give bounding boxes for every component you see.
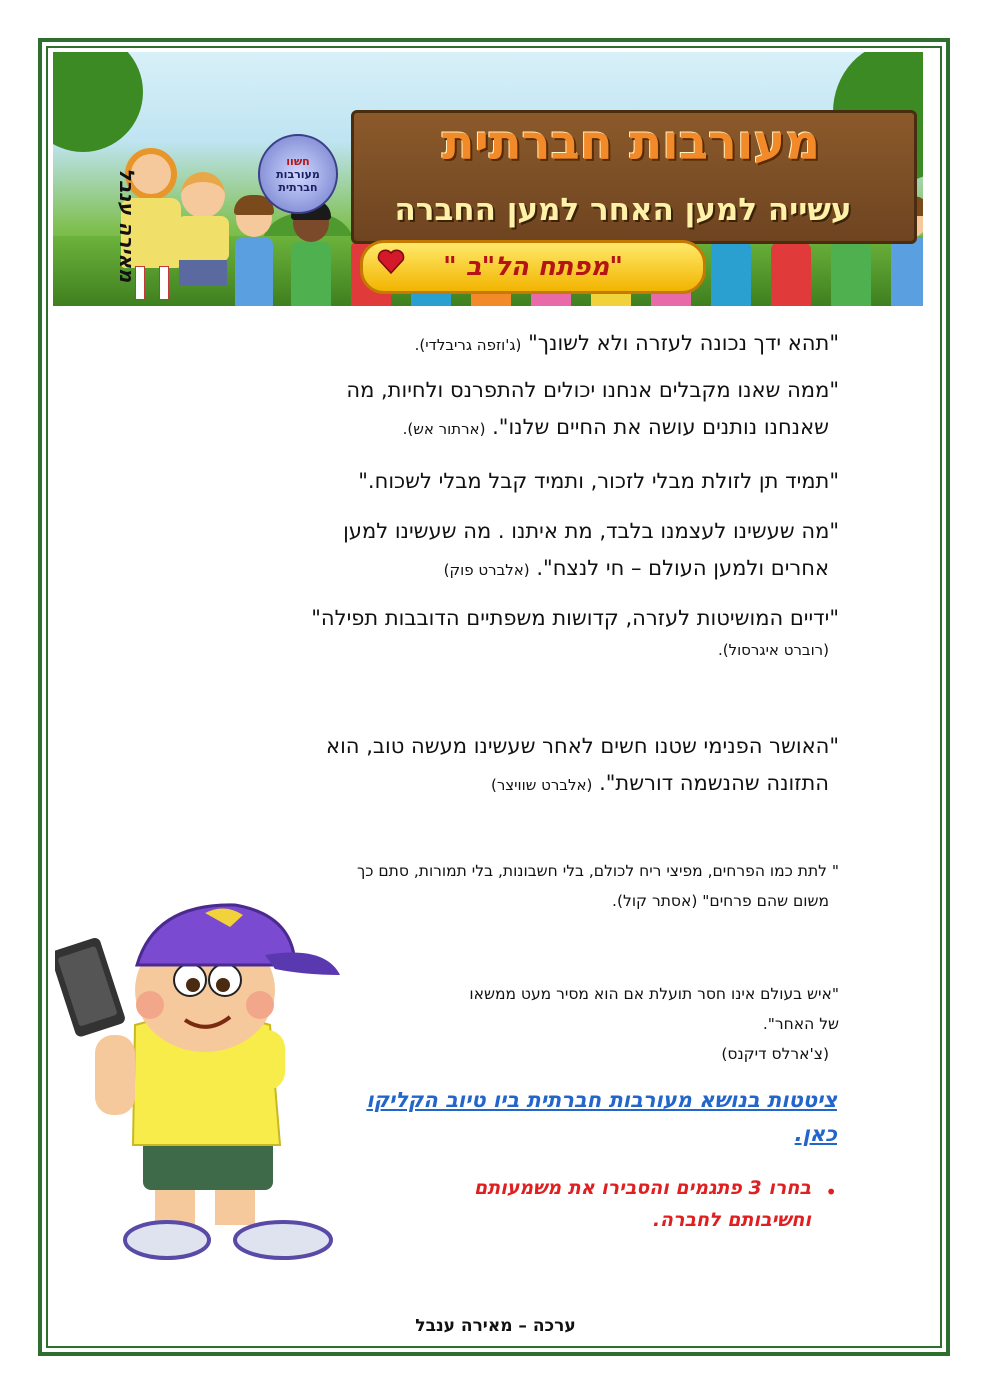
key-ribbon-label: "מפתח הל"ב "	[443, 252, 623, 282]
quote-5-author: (רוברט איגרסול).	[717, 641, 829, 659]
quote-2	[346, 372, 839, 448]
quote-6	[326, 728, 839, 804]
quote-4-line1: "מה שעשינו לעצמנו בלבד, מת איתנו . מה שעשינו למען	[343, 519, 839, 543]
badge-logo	[258, 134, 338, 214]
badge-line3: חברתית	[278, 180, 318, 194]
quote-1-author: (ג'וזפה גריבלדי).	[414, 336, 522, 354]
quote-6-author: (אלברט שוויצר)	[490, 776, 593, 794]
badge-line1: חשוו	[286, 154, 310, 168]
quote-4-author: (אלברט פוק)	[443, 561, 530, 579]
quote-2-author: (ארתור אש).	[402, 420, 486, 438]
footer-credit: ערכה – מאירה ענבל	[415, 1316, 576, 1336]
heart-key-icon	[376, 246, 406, 276]
task-line2: וחשיבותם לחברה.	[652, 1209, 811, 1231]
quote-7-line1: " לתת כמו הפרחים, מפיצי ריח לכולם, בלי חשבונות, בלי תמורות, סתם כך	[356, 862, 839, 880]
side-signature: מאירה ענבל	[115, 167, 139, 282]
quote-5	[311, 600, 839, 663]
bullet-dot-icon: •	[825, 1180, 837, 1204]
youtube-quotes-link[interactable]	[277, 1083, 837, 1151]
quote-7	[357, 856, 839, 916]
quote-1	[415, 325, 839, 364]
quote-4	[343, 513, 839, 589]
quote-5-line1: "ידיים המושיטות לעזרה, קדושות משפתיים הדובבות תפילה"	[311, 606, 839, 630]
banner-subtitle: עשייה למען האחר למען החברה	[394, 192, 852, 228]
quote-1-text: "תהא ידך נכונה לעזרה ולא לשונך"	[528, 331, 839, 355]
badge-line2: מעורבות	[276, 167, 320, 181]
link-line2[interactable]: כאן.	[794, 1122, 837, 1146]
task-instruction	[341, 1172, 811, 1236]
key-ribbon	[360, 240, 706, 294]
quote-6-line1: "האושר הפנימי שטנו חשים לאחר שעשינו מעשה טוב, הוא	[326, 734, 839, 758]
quote-2-line1: "ממה שאנו מקבלים אנחנו יכולים להתפרנס ולחיות, מה	[346, 378, 839, 402]
quote-8-line1: "איש בעולם אינו חסר תועלת אם הוא מסיר מעט ממשאו	[469, 985, 839, 1003]
task-line1: בחרו 3 פתגמים והסבירו את משמעותם	[474, 1177, 811, 1199]
quote-2-line2: שאנחנו נותנים עושה את החיים שלנו".	[492, 415, 829, 439]
quote-4-line2: אחרים ולמען העולם – חי לנצח".	[536, 556, 829, 580]
boy-small-illustration	[173, 172, 233, 302]
quote-8-line2: של האחר".	[762, 1015, 839, 1033]
quote-6-line2: התזונה שהנשמה דורשת".	[599, 771, 829, 795]
quote-8-author: (צ'ארלס דיקנס)	[721, 1045, 829, 1063]
quote-3-text: "תמיד תן לזולת מבלי לזכור, ותמיד קבל מבלי לשכוח."	[358, 469, 839, 493]
banner-title: מעורבות חברתית	[441, 115, 821, 171]
quote-7-line2: משום שהם פרחים" (אסתר קול).	[612, 892, 829, 910]
quote-8	[469, 979, 839, 1069]
link-line1[interactable]: ציטטות בנושא מעורבות חברתית ביו טיוב הקליקו	[366, 1088, 837, 1112]
quote-3	[358, 463, 839, 500]
